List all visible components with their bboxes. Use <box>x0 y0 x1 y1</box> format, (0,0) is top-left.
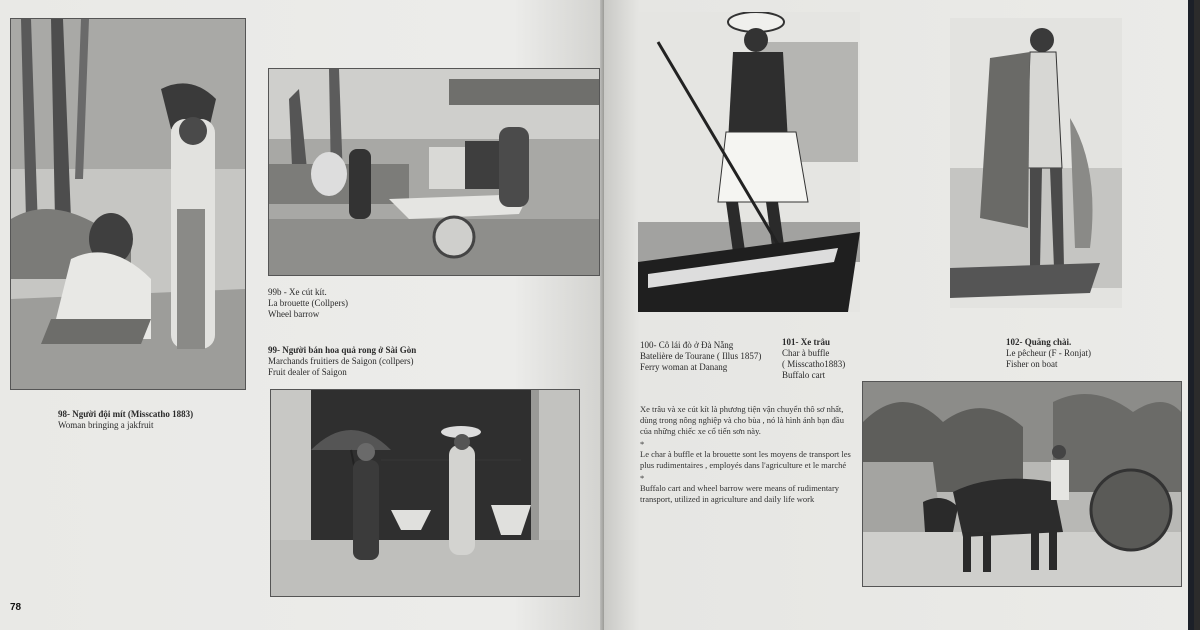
caption-99-french: Marchands fruitiers de Saigon (collpers) <box>268 356 414 366</box>
caption-100 <box>640 340 761 373</box>
caption-101-english: Buffalo cart <box>782 370 826 380</box>
caption-102 <box>1006 337 1091 370</box>
paragraph-separator-1: * <box>640 439 645 449</box>
caption-98 <box>58 409 193 431</box>
caption-100-english: Ferry woman at Danang <box>640 362 728 372</box>
paragraph-french: Le char à buffle et la brouette sont les moyens de transport les plus rudimentaires , employés dans l'agriculture et le marché <box>640 449 851 470</box>
photo-wheel-barrow <box>268 68 600 276</box>
caption-99 <box>268 345 416 378</box>
transport-paragraph <box>640 404 852 507</box>
caption-98-english: Woman bringing a jakfruit <box>58 420 154 430</box>
paragraph-english: Buffalo cart and wheel barrow were means of rudimentary transport, utilized in agriculture and daily life work <box>640 483 840 504</box>
caption-101-title: 101- Xe trâu <box>782 337 830 347</box>
paragraph-vietnamese: Xe trâu và xe cút kít là phương tiện vận chuyển thô sơ nhất, dùng trong nông nghiệp và cho bùa , nó là hình ảnh bạn đầu của những chiếc xe cổ tiến sơn này. <box>640 404 844 436</box>
caption-98-title: 98- Người đội mít (Misscatho 1883) <box>58 409 194 419</box>
page-edge <box>1188 0 1194 630</box>
caption-101-note: ( Misscatho1883) <box>782 359 846 369</box>
caption-99-title: 99- Người bán hoa quả rong ở Sài Gòn <box>268 345 417 355</box>
caption-101-french: Char à buffle <box>782 348 830 358</box>
caption-102-french: Le pêcheur (F - Ronjat) <box>1006 348 1091 358</box>
caption-99b-title: 99b - Xe cút kít. <box>268 287 327 297</box>
caption-101 <box>782 337 845 381</box>
caption-100-french: Batelière de Tourane ( Illus 1857) <box>640 351 762 361</box>
paragraph-separator-2: * <box>640 473 645 483</box>
caption-99-english: Fruit dealer of Saigon <box>268 367 347 377</box>
caption-102-english: Fisher on boat <box>1006 359 1058 369</box>
caption-99b-french: La brouette (Collpers) <box>268 298 348 308</box>
photo-buffalo-cart <box>862 381 1182 587</box>
photo-ferry-woman <box>638 12 860 312</box>
photo-fruit-dealers <box>270 389 580 597</box>
page-number: 78 <box>10 602 22 613</box>
caption-100-title: 100- Cô lái đò ở Đà Nẵng <box>640 340 734 350</box>
caption-99b-english: Wheel barrow <box>268 309 320 319</box>
caption-99b <box>268 287 348 320</box>
photo-woman-jackfruit <box>10 18 246 390</box>
right-page <box>604 0 1194 630</box>
caption-102-title: 102- Quăng chài. <box>1006 337 1072 347</box>
photo-fisherman <box>950 18 1122 308</box>
